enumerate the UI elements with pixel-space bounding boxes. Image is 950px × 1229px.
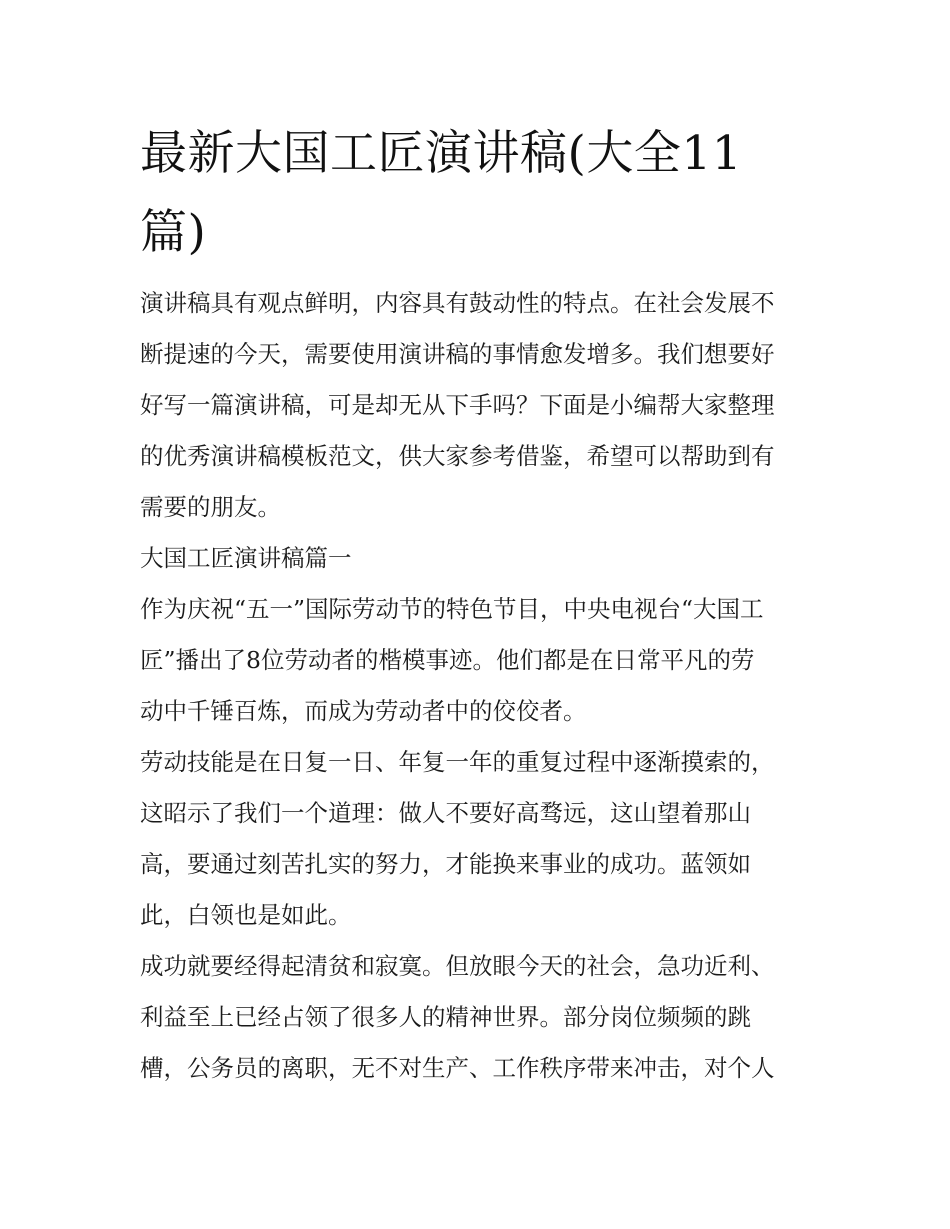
paragraph-line: 演讲稿具有观点鲜明，内容具有鼓动性的特点。在社会发展不 bbox=[140, 289, 775, 317]
paragraph-line: 高，要通过刻苦扎实的努力，才能换来事业的成功。蓝领如 bbox=[140, 850, 751, 878]
paragraph-line: 利益至上已经占领了很多人的精神世界。部分岗位频频的跳 bbox=[140, 1003, 751, 1031]
paragraph-line: 匠”播出了8位劳动者的楷模事迹。他们都是在日常平凡的劳 bbox=[140, 646, 755, 674]
paragraph-line: 成功就要经得起清贫和寂寞。但放眼今天的社会，急功近利、 bbox=[140, 952, 775, 980]
paragraph-line: 此，白领也是如此。 bbox=[140, 901, 352, 929]
paragraph-line: 槽，公务员的离职，无不对生产、工作秩序带来冲击，对个人 bbox=[140, 1054, 775, 1082]
paragraph-line: 断提速的今天，需要使用演讲稿的事情愈发增多。我们想要好 bbox=[140, 340, 775, 368]
document-title bbox=[140, 114, 820, 272]
paragraph-line: 需要的朋友。 bbox=[140, 493, 281, 521]
paragraph-line: 作为庆祝“五一”国际劳动节的特色节目，中央电视台“大国工 bbox=[140, 595, 764, 623]
paragraph-line: 这昭示了我们一个道理：做人不要好高骛远，这山望着那山 bbox=[140, 799, 751, 827]
paragraph-line: 的优秀演讲稿模板范文，供大家参考借鉴，希望可以帮助到有 bbox=[140, 442, 775, 470]
paragraph-line: 动中千锤百炼，而成为劳动者中的佼佼者。 bbox=[140, 697, 587, 725]
paragraph-line: 好写一篇演讲稿，可是却无从下手吗？下面是小编帮大家整理 bbox=[140, 391, 775, 419]
paragraph-line: 劳动技能是在日复一日、年复一年的重复过程中逐渐摸索的， bbox=[140, 748, 775, 776]
section-heading: 大国工匠演讲稿篇一 bbox=[140, 544, 352, 572]
title-line: 最新大国工匠演讲稿(大全11 bbox=[140, 126, 743, 181]
title-line: 篇) bbox=[140, 205, 207, 260]
document-body bbox=[140, 278, 820, 1094]
